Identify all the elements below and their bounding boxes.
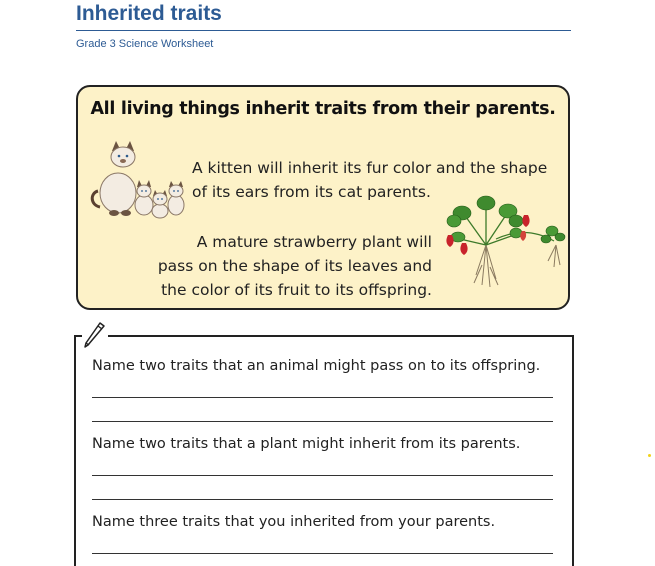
answer-line[interactable]	[92, 553, 553, 554]
info-heading: All living things inherit traits from their parents.	[90, 99, 556, 119]
answer-line[interactable]	[92, 421, 553, 422]
title-divider	[76, 30, 571, 31]
stray-dot	[648, 454, 651, 457]
answer-line[interactable]	[92, 397, 553, 398]
pencil-icon	[82, 319, 108, 349]
answer-line[interactable]	[92, 499, 553, 500]
info-box	[76, 85, 570, 310]
plant-line: A mature strawberry plant will	[196, 233, 432, 251]
plant-line: the color of its fruit to its offspring.	[161, 281, 432, 299]
strawberry-plant-illustration	[436, 195, 566, 295]
page-title: Inherited traits	[76, 2, 222, 25]
cat-line: A kitten will inherit its fur color and the shape	[192, 159, 548, 177]
plant-paragraph	[118, 230, 432, 302]
page-subtitle: Grade 3 Science Worksheet	[76, 38, 214, 50]
question-3: Name three traits that you inherited from your parents.	[92, 514, 496, 530]
plant-line: pass on the shape of its leaves and	[157, 257, 432, 275]
answer-line[interactable]	[92, 475, 553, 476]
cat-family-illustration	[88, 135, 198, 225]
question-1: Name two traits that an animal might pass on to its offspring.	[92, 358, 541, 374]
cat-line: of its ears from its cat parents.	[192, 183, 431, 201]
question-2: Name two traits that a plant might inherit from its parents.	[92, 436, 521, 452]
